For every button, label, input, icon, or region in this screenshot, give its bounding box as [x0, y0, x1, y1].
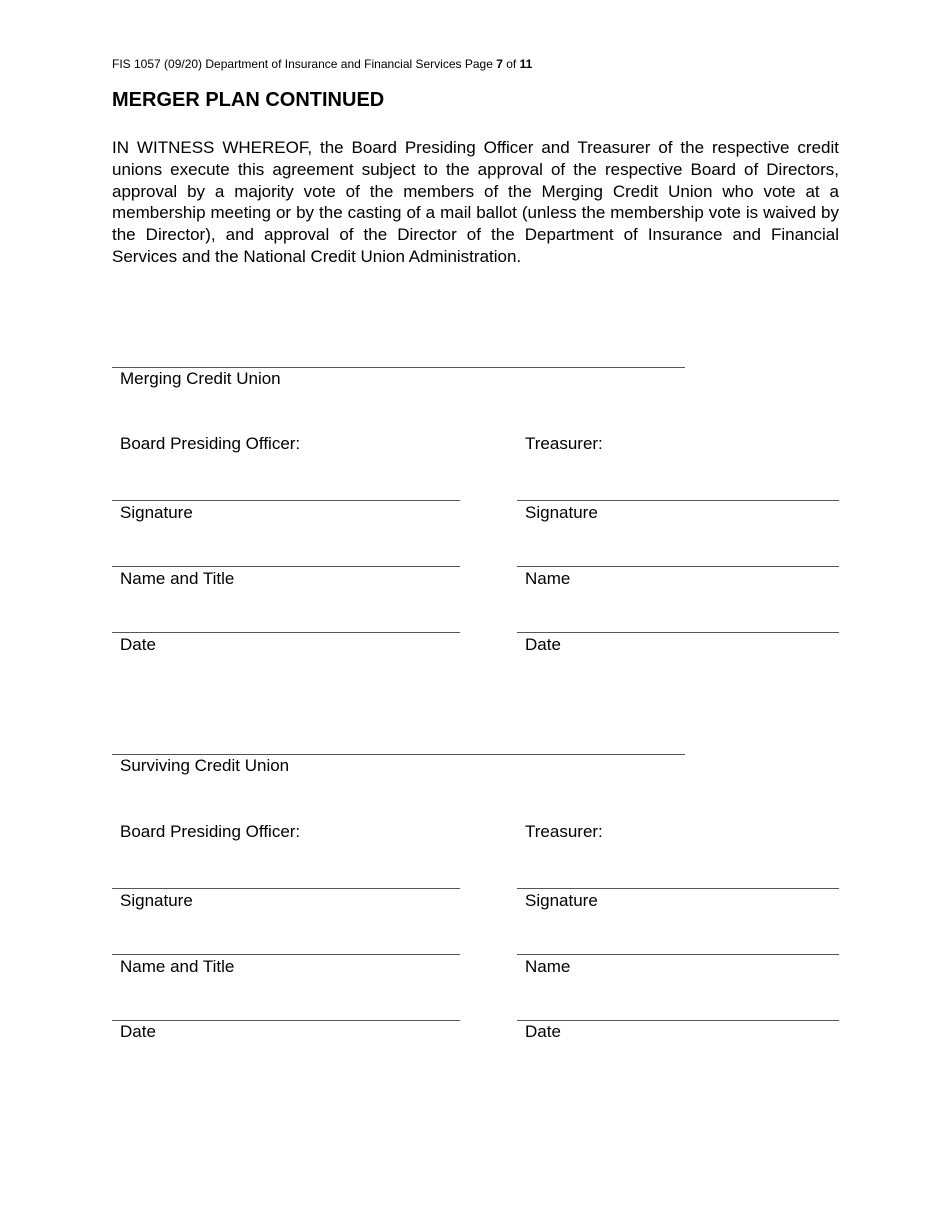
- form-info: FIS 1057 (09/20) Department of Insurance and Financial Services Page: [112, 57, 497, 71]
- merging-officer-name-line[interactable]: [112, 566, 460, 567]
- surviving-officer-heading: Board Presiding Officer:: [120, 822, 301, 841]
- page-title: MERGER PLAN CONTINUED: [112, 89, 385, 111]
- merging-treasurer-signature-label: Signature: [525, 503, 598, 522]
- merging-treasurer-date-line[interactable]: [517, 632, 839, 633]
- page-current: 7: [496, 57, 503, 71]
- surviving-credit-union-line[interactable]: [112, 754, 685, 755]
- surviving-officer-signature-label: Signature: [120, 891, 193, 910]
- merging-credit-union-label: Merging Credit Union: [120, 369, 281, 388]
- page-header: [112, 57, 532, 71]
- surviving-treasurer-name-line[interactable]: [517, 954, 839, 955]
- merging-credit-union-line[interactable]: [112, 367, 685, 368]
- surviving-officer-signature-line[interactable]: [112, 888, 460, 889]
- merging-officer-date-label: Date: [120, 635, 156, 654]
- surviving-treasurer-signature-line[interactable]: [517, 888, 839, 889]
- merging-treasurer-name-label: Name: [525, 569, 571, 588]
- surviving-officer-name-label: Name and Title: [120, 957, 235, 976]
- surviving-treasurer-date-line[interactable]: [517, 1020, 839, 1021]
- merging-treasurer-signature-line[interactable]: [517, 500, 839, 501]
- page-of: of: [502, 57, 520, 71]
- witness-paragraph: IN WITNESS WHEREOF, the Board Presiding Officer and Treasurer of the respective credit unions execute this agreement subject to the approval of the respective Board of Directors, approval by a majority vote of the members of the Merging Credit Union who vote at a membership meeting or by the casting of a mail ballot (unless the membership vote is waived by the Director), and approval of the Director of the Department of Insurance and Financial Services and the National Credit Union Administration.: [112, 138, 839, 266]
- surviving-officer-name-line[interactable]: [112, 954, 460, 955]
- surviving-credit-union-label: Surviving Credit Union: [120, 756, 290, 775]
- surviving-treasurer-signature-label: Signature: [525, 891, 598, 910]
- page-total: 11: [519, 57, 533, 71]
- surviving-officer-date-label: Date: [120, 1022, 156, 1041]
- surviving-treasurer-name-label: Name: [525, 957, 571, 976]
- merging-treasurer-date-label: Date: [525, 635, 561, 654]
- surviving-officer-date-line[interactable]: [112, 1020, 460, 1021]
- merging-officer-date-line[interactable]: [112, 632, 460, 633]
- surviving-treasurer-heading: Treasurer:: [525, 822, 603, 841]
- merging-officer-signature-label: Signature: [120, 503, 193, 522]
- surviving-treasurer-date-label: Date: [525, 1022, 561, 1041]
- merging-treasurer-heading: Treasurer:: [525, 434, 603, 453]
- merging-officer-signature-line[interactable]: [112, 500, 460, 501]
- merging-officer-heading: Board Presiding Officer:: [120, 434, 301, 453]
- merging-treasurer-name-line[interactable]: [517, 566, 839, 567]
- merging-officer-name-label: Name and Title: [120, 569, 235, 588]
